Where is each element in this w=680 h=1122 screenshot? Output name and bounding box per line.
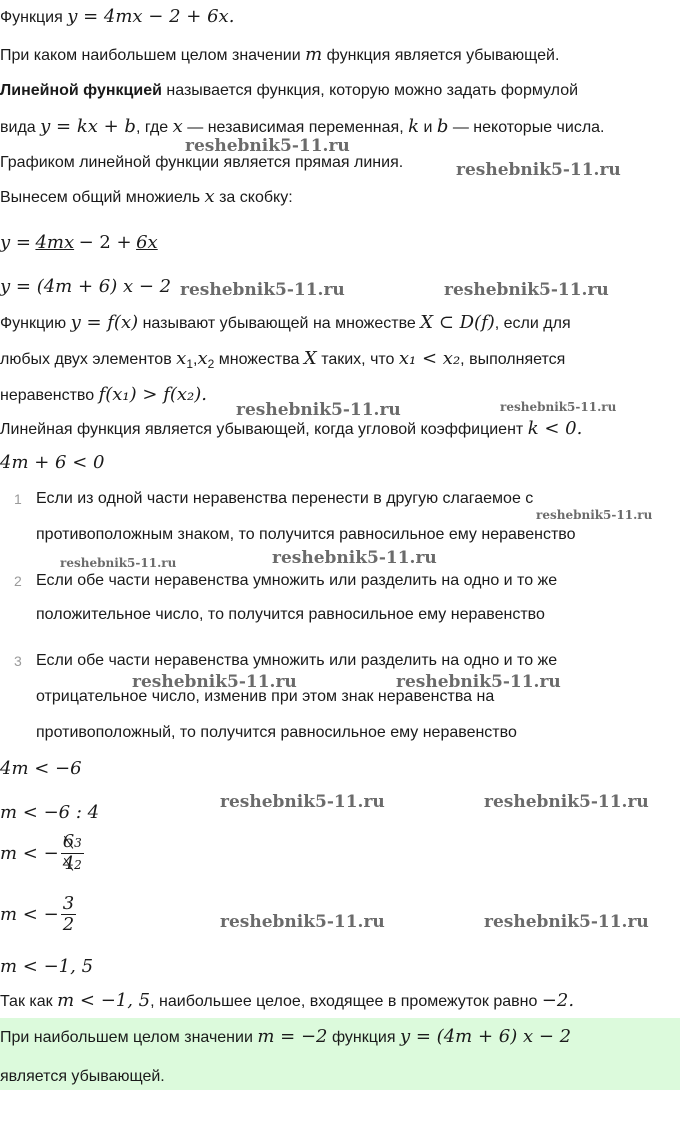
- step-1: [0, 758, 82, 781]
- watermark: reshebnik5-11.ru: [272, 548, 437, 568]
- def-formula: y = kx + b: [40, 116, 136, 137]
- watermark: reshebnik5-11.ru: [132, 672, 297, 692]
- watermark: reshebnik5-11.ru: [456, 160, 621, 180]
- question-text: При каком наибольшем целом значении: [0, 47, 301, 64]
- inequality: 4m + 6 < 0: [0, 452, 105, 473]
- dec-l2-end: , выполняется: [460, 351, 566, 368]
- factor-label: Вынесем общий множиель: [0, 189, 201, 206]
- eq1-prefix: y =: [0, 232, 31, 253]
- question: [0, 44, 559, 67]
- rule-1-line-2: противоположным знаком, то получится равносильное ему неравенство: [36, 526, 576, 543]
- step-4-denominator: 2: [62, 914, 75, 935]
- step-5-text: m < −1, 5: [0, 956, 94, 977]
- dec-l2-X: X: [303, 348, 317, 369]
- rule-3-line-1: Если обе части неравенства умножить или разделить на одно и то же: [36, 652, 558, 669]
- watermark: reshebnik5-11.ru: [220, 912, 385, 932]
- def-k: k: [408, 116, 420, 137]
- watermark: reshebnik5-11.ru: [185, 136, 350, 156]
- rule-3-line-3: противоположный, то получится равносильное ему неравенство: [36, 724, 517, 741]
- dec-l1-mid: называют убывающей на множестве: [142, 315, 416, 332]
- step-3-top-reduced: 3: [74, 836, 82, 850]
- step-3-bottom-reduced: 2: [74, 858, 82, 872]
- factor-text: [0, 186, 293, 209]
- conclusion-mid: , наибольшее целое, входящее в промежуток равно: [150, 993, 538, 1010]
- dec-l3-start: неравенство: [0, 387, 95, 404]
- rule-2-line-1: Если обе части неравенства умножить или разделить на одно и то же: [36, 572, 558, 589]
- watermark: reshebnik5-11.ru: [180, 280, 345, 300]
- dec-l4-start: Линейная функция является убывающей, когда угловой коэффициент: [0, 421, 524, 438]
- factor-eq1: [0, 232, 158, 255]
- conclusion-ineq: m < −1, 5: [57, 990, 151, 1011]
- dec-l2-x1-sub: 1: [186, 357, 193, 371]
- rule-1-line-1: Если из одной части неравенства перенести в другую слагаемое с: [36, 490, 534, 507]
- eq2: y = (4m + 6) x − 2: [0, 276, 172, 297]
- watermark: reshebnik5-11.ru: [396, 672, 561, 692]
- watermark: reshebnik5-11.ru: [536, 508, 653, 522]
- rule-3-number: 3: [14, 653, 22, 669]
- watermark: reshebnik5-11.ru: [444, 280, 609, 300]
- conclusion-start: Так как: [0, 993, 53, 1010]
- answer-line-1: [0, 1026, 571, 1049]
- question-var: m: [305, 44, 323, 65]
- step-5: [0, 956, 93, 979]
- step-4-prefix: m < −: [0, 904, 59, 925]
- answer-m: m = −2: [257, 1026, 328, 1047]
- definition-term: Линейной функцией: [0, 82, 162, 99]
- watermark: reshebnik5-11.ru: [484, 792, 649, 812]
- step-1-text: 4m < −6: [0, 758, 82, 779]
- rule-3-line-2: отрицательное число, изменив при этом знак неравенства на: [36, 688, 495, 705]
- dec-l3-ineq: f(x₁) > f(x₂).: [98, 384, 207, 405]
- watermark: reshebnik5-11.ru: [236, 400, 401, 420]
- step-3-numerator: [61, 832, 84, 854]
- dec-l1-end: , если для: [494, 315, 571, 332]
- factor-label-end: за скобку:: [219, 189, 293, 206]
- step-3-fraction: [61, 832, 84, 875]
- def-end: — некоторые числа.: [452, 119, 605, 136]
- dec-l4-ineq: k < 0.: [527, 418, 583, 439]
- function-label: Функция: [0, 9, 63, 26]
- def-prefix: вида: [0, 119, 36, 136]
- def-mid2: — независимая переменная,: [187, 119, 404, 136]
- conclusion: [0, 990, 574, 1013]
- dec-line-3: [0, 384, 207, 407]
- function-formula: y = 4mx − 2 + 6x.: [67, 6, 235, 27]
- dec-l2-start: любых двух элементов: [0, 351, 172, 368]
- factor-eq2: [0, 276, 171, 299]
- step-3-prefix: m < −: [0, 843, 59, 864]
- dec-l1-start: Функцию: [0, 315, 67, 332]
- watermark: reshebnik5-11.ru: [484, 912, 649, 932]
- answer-start: При наибольшем целом значении: [0, 1029, 253, 1046]
- step-3-denominator: [61, 854, 84, 875]
- definition-line-3: Графиком линейной функции является прямая линия.: [0, 154, 404, 171]
- answer-line-2: является убывающей.: [0, 1068, 165, 1085]
- dec-l2-comma: ,: [193, 351, 198, 368]
- dec-line-4: [0, 418, 582, 441]
- dec-l2-such: таких, что: [321, 351, 395, 368]
- def-mid1: , где: [135, 119, 169, 136]
- dec-line-1: [0, 312, 571, 335]
- eq1-term1: 4mx: [35, 232, 75, 253]
- def-b: b: [436, 116, 449, 137]
- factor-var: x: [204, 186, 215, 207]
- eq1-mid: − 2 +: [78, 232, 132, 253]
- step-4: [0, 894, 78, 935]
- dec-l2-x2-sub: 2: [207, 357, 215, 371]
- dec-l2-x2: x: [197, 348, 208, 369]
- dec-l2-x1: x: [176, 348, 187, 369]
- rule-2-line-2: положительное число, то получится равносильное ему неравенство: [36, 606, 545, 623]
- main-inequality: [0, 452, 104, 475]
- step-3: [0, 832, 86, 875]
- problem-statement: [0, 6, 234, 29]
- conclusion-value: −2.: [541, 990, 575, 1011]
- step-2-text: m < −6 : 4: [0, 802, 100, 823]
- step-3-bottom: 4: [62, 853, 75, 874]
- dec-l2-ineq: x₁ < x₂: [398, 348, 461, 369]
- step-2: [0, 802, 99, 825]
- step-4-fraction: [61, 894, 76, 935]
- eq1-term2: 6x: [136, 232, 158, 253]
- rule-2-number: 2: [14, 573, 22, 589]
- question-text-end: функция является убывающей.: [326, 47, 560, 64]
- def-x: x: [172, 116, 183, 137]
- rule-1-number: 1: [14, 491, 22, 507]
- answer-mid: функция: [331, 1029, 396, 1046]
- def-and: и: [423, 119, 433, 136]
- dec-l2-mid: множества: [218, 351, 300, 368]
- dec-line-2: [0, 348, 565, 371]
- dec-l1-f: y = f(x): [70, 312, 139, 333]
- watermark: reshebnik5-11.ru: [220, 792, 385, 812]
- answer-formula: y = (4m + 6) x − 2: [399, 1026, 572, 1047]
- dec-l1-set: X ⊂ D(f): [420, 312, 495, 333]
- definition-line-1: [0, 80, 578, 102]
- step-3-top: 6: [62, 831, 75, 852]
- watermark: reshebnik5-11.ru: [500, 400, 617, 414]
- watermark: reshebnik5-11.ru: [60, 556, 177, 570]
- definition-text: называется функция, которую можно задать формулой: [166, 82, 579, 99]
- step-4-numerator: 3: [62, 893, 75, 914]
